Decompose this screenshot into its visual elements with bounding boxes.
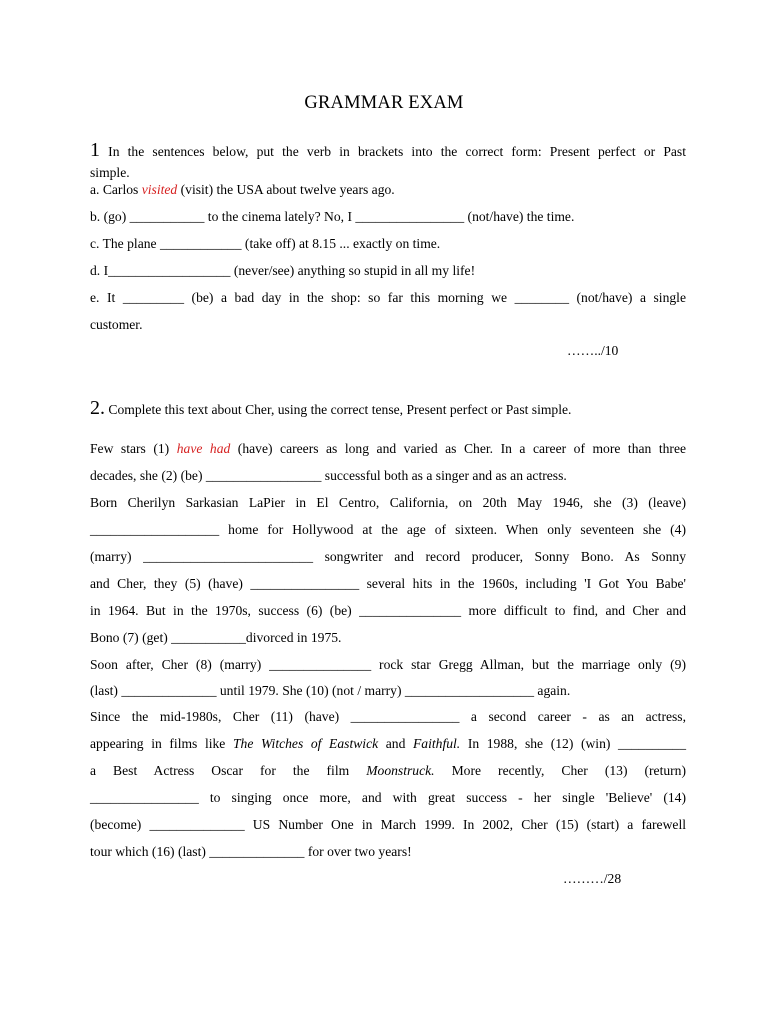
section1-score: ……../10 [567, 343, 619, 358]
sentence-a [90, 182, 395, 198]
cher-text-line10: (last) ______________ until 1979. She (10) (not / marry) ___________________ again. [90, 683, 571, 698]
cher-text-line12-b: and [378, 736, 413, 751]
section1-instruction-line1 [90, 139, 686, 161]
cher-text-line13 [90, 763, 686, 779]
cher-text-line11: Since the mid-1980s, Cher (11) (have) ________________ a second career - as an actress, [90, 709, 686, 724]
section1-number: 1 [90, 139, 100, 161]
cher-text-line6: and Cher, they (5) (have) ________________ several hits in the 1960s, including 'I Got You Babe' [90, 576, 686, 591]
sentence-a-pre: a. Carlos [90, 182, 142, 197]
sentence-a-answer: visited [141, 182, 178, 197]
cher-text-line15: (become) ______________ US Number One in March 1999. In 2002, Cher (15) (start) a farewell [90, 817, 686, 832]
section1-instruction-text: In the sentences below, put the verb in brackets into the correct form: Present perfect or Past [100, 144, 686, 159]
sentence-e-line2: customer. [90, 317, 143, 332]
film-title-witches: The Witches of Eastwick [232, 736, 379, 751]
cher-text-line9: Soon after, Cher (8) (marry) _______________ rock star Gregg Allman, but the marriage only (9) [90, 657, 686, 672]
answer-1: have had [176, 441, 231, 456]
cher-text-line16: tour which (16) (last) ______________ for over two years! [90, 844, 412, 859]
sentence-e-line1: e. It _________ (be) a bad day in the shop: so far this morning we ________ (not/have) a single [90, 290, 686, 305]
cher-text-line12-c: In 1988, she (12) (win) __________ [460, 736, 686, 751]
cher-text-line13-a: a Best Actress Oscar for the film [90, 763, 367, 778]
cher-text-line2: decades, she (2) (be) _________________ successful both as a singer and as an actress. [90, 468, 567, 483]
section2-instruction-text: Complete this text about Cher, using the correct tense, Present perfect or Past simple. [105, 402, 572, 417]
sentence-b: b. (go) ___________ to the cinema lately? No, I ________________ (not/have) the time. [90, 209, 575, 224]
cher-text-line14: ________________ to singing once more, and with great success - her single 'Believe' (14) [90, 790, 686, 805]
sentence-d: d. I__________________ (never/see) anything so stupid in all my life! [90, 263, 476, 278]
film-title-faithful: Faithful. [413, 736, 461, 751]
cher-text-line13-b: More recently, Cher (13) (return) [434, 763, 687, 778]
cher-text-line8: Bono (7) (get) ___________divorced in 1975. [90, 630, 342, 645]
cher-text-line7: in 1964. But in the 1970s, success (6) (be) _______________ more difficult to find, and Cher and [90, 603, 686, 618]
page-title: GRAMMAR EXAM [304, 93, 464, 113]
film-title-moonstruck: Moonstruck. [366, 763, 435, 778]
sentence-a-post: (visit) the USA about twelve years ago. [177, 182, 395, 197]
section1-instruction-line2: simple. [90, 165, 130, 180]
cher-text-line5: (marry) _________________________ songwriter and record producer, Sonny Bono. As Sonny [90, 549, 686, 564]
cher-text-line1-pre: Few stars (1) [90, 441, 177, 456]
section2-score: ………/28 [563, 871, 622, 886]
cher-text-line3: Born Cherilyn Sarkasian LaPier in El Centro, California, on 20th May 1946, she (3) (leave) [90, 495, 686, 510]
section2-number: 2. [90, 397, 105, 419]
cher-text-line1-post: (have) careers as long and varied as Cher. In a career of more than three [230, 441, 687, 456]
cher-text-line12-a: appearing in films like [90, 736, 233, 751]
cher-text-line12 [90, 736, 686, 752]
section2-instruction [90, 397, 572, 419]
sentence-c: c. The plane ____________ (take off) at 8.15 ... exactly on time. [90, 236, 441, 251]
cher-text-line4: ___________________ home for Hollywood at the age of sixteen. When only seventeen she (4) [90, 522, 686, 537]
cher-text-line1 [90, 441, 686, 457]
